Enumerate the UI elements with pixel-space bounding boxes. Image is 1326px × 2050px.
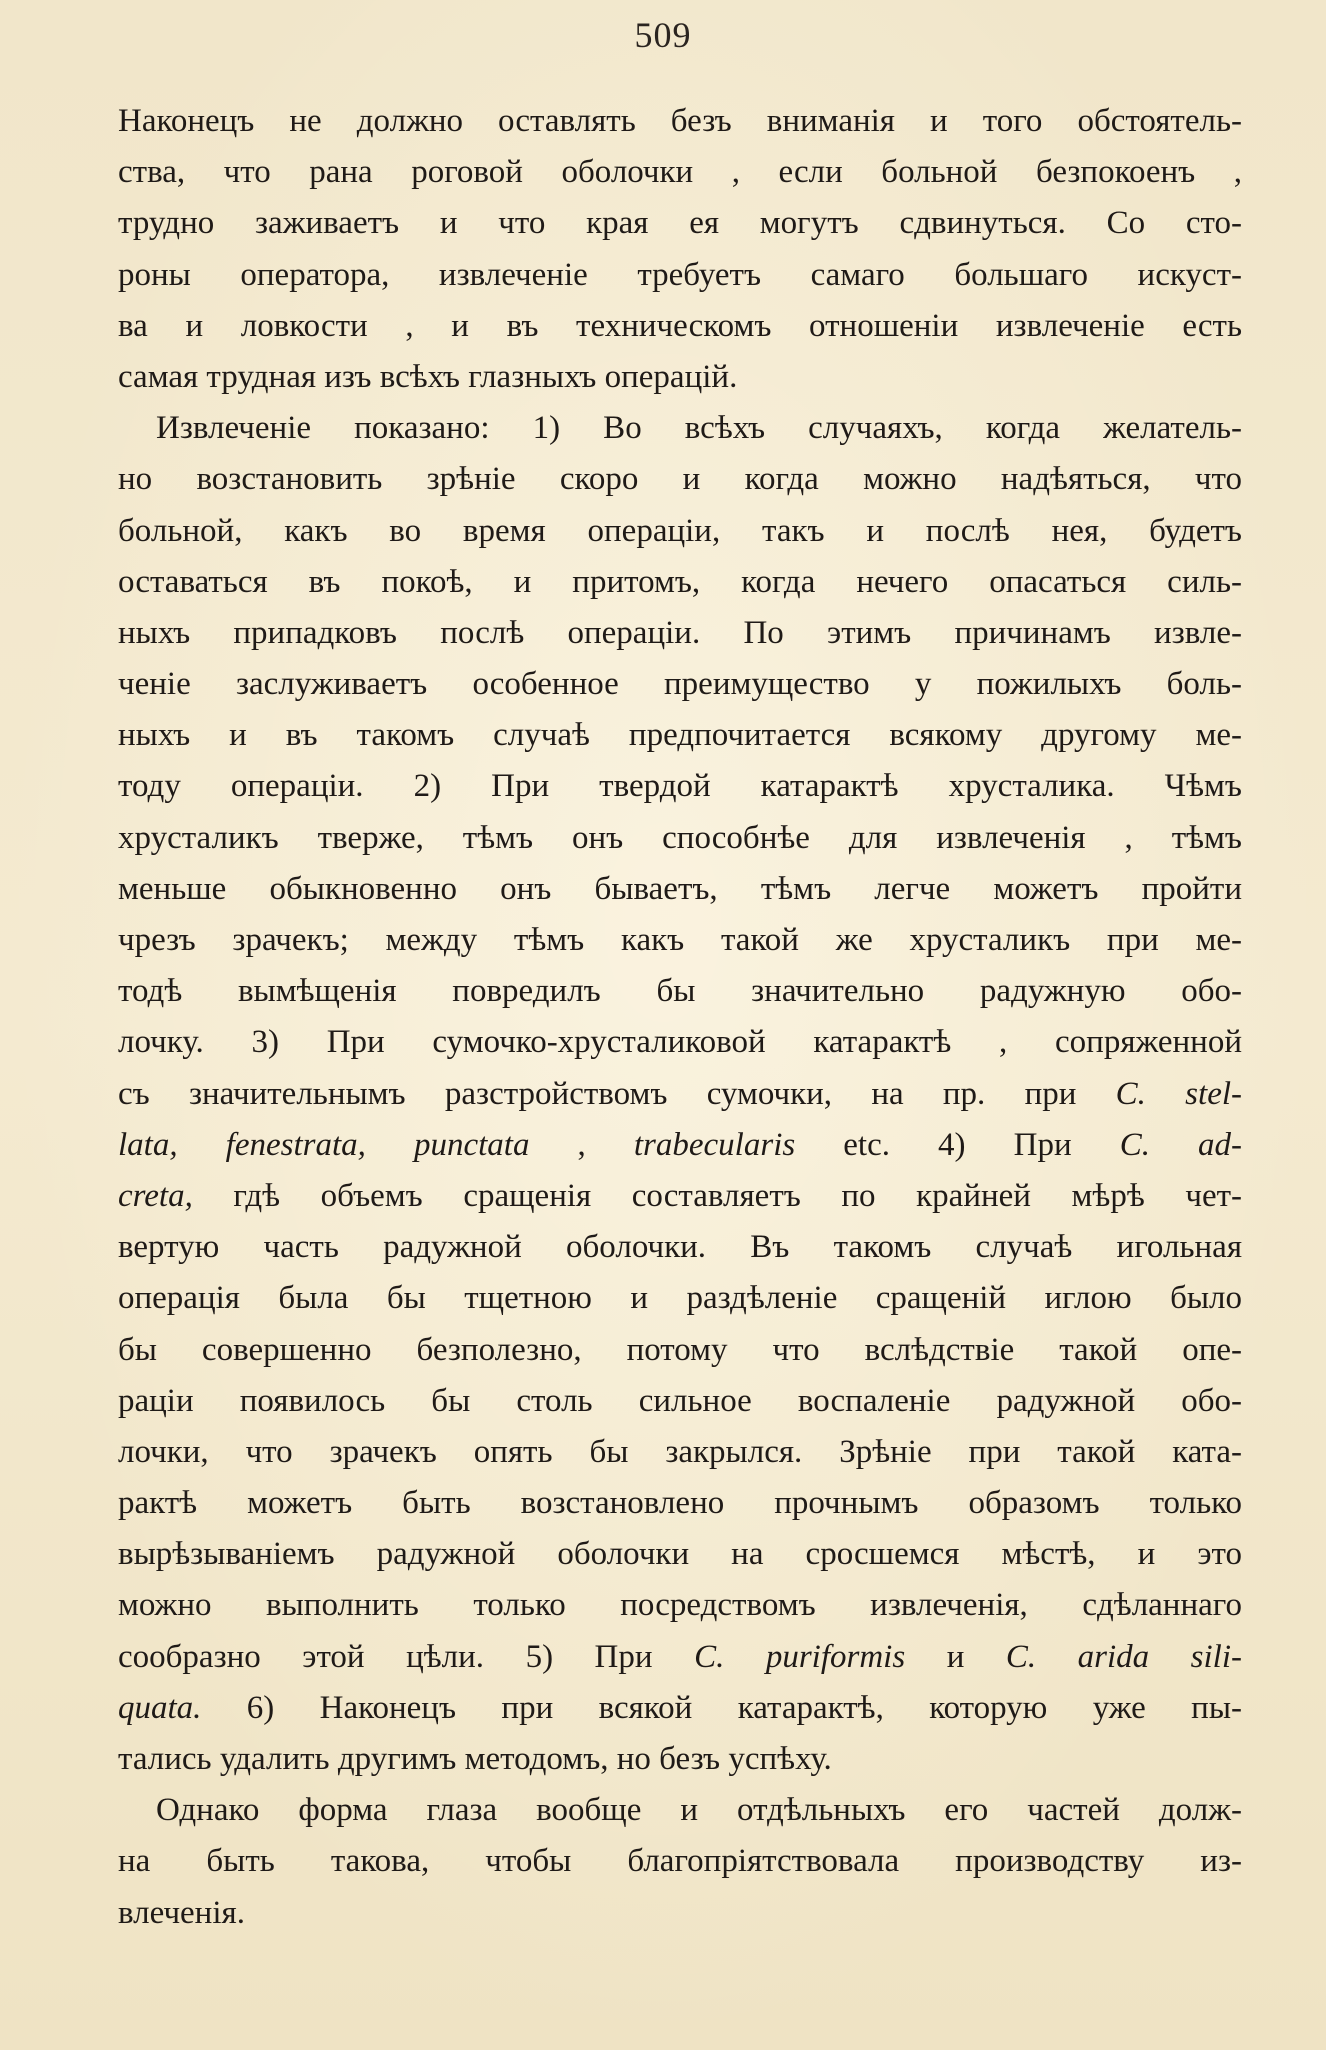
text-line: самая трудная изъ всѣхъ глазныхъ операцій.: [118, 358, 738, 395]
text-line: трудно заживаетъ и что края ея могутъ сдвинуться. Со сто-: [118, 205, 1242, 242]
text-line: операція была бы тщетною и раздѣленіе сращеній иглою было: [118, 1280, 1242, 1317]
text-line: рактѣ можетъ быть возстановлено прочнымъ образомъ только: [118, 1485, 1242, 1522]
body-text: [118, 96, 1242, 1939]
text-line: оставаться въ покоѣ, и притомъ, когда нечего опасаться силь-: [118, 563, 1242, 600]
text-line: чрезъ зрачекъ; между тѣмъ какъ такой же хрусталикъ при ме-: [118, 922, 1242, 958]
text-line: Извлеченіе показано: 1) Во всѣхъ случаяхъ, когда желатель-: [156, 410, 1242, 447]
text-line: creta, гдѣ объемъ сращенія составляетъ по крайней мѣрѣ чет-: [118, 1177, 1242, 1214]
text-line: на быть такова, чтобы благопріятствовала производству из-: [118, 1843, 1242, 1880]
text-line: lata, fenestrata, punctata , trabecularis etc. 4) При C. ad-: [118, 1126, 1242, 1163]
paragraph: [118, 96, 1242, 403]
text-line: тодѣ вымѣщенія повредилъ бы значительно радужную обо-: [118, 973, 1242, 1010]
text-line: лочку. 3) При сумочко-хрусталиковой катарактѣ , сопряженной: [118, 1024, 1242, 1061]
paragraph: [118, 1785, 1242, 1939]
text-line: меньше обыкновенно онъ бываетъ, тѣмъ легче можетъ пройти: [118, 870, 1242, 907]
text-line: ченіе заслуживаетъ особенное преимущество у пожилыхъ боль-: [118, 666, 1242, 703]
text-line: можно выполнить только посредствомъ извлеченія, сдѣланнаго: [118, 1587, 1242, 1624]
text-line: больной, какъ во время операціи, такъ и послѣ нея, будетъ: [118, 512, 1242, 549]
text-line: съ значительнымъ разстройствомъ сумочки, на пр. при C. stel-: [118, 1075, 1242, 1112]
text-line: но возстановить зрѣніе скоро и когда можно надѣяться, что: [118, 461, 1242, 498]
text-line: сообразно этой цѣли. 5) При C. puriformis и C. arida sili-: [118, 1638, 1242, 1675]
text-line: Наконецъ не должно оставлять безъ вниманія и того обстоятель-: [118, 103, 1242, 139]
text-line: бы совершенно безполезно, потому что вслѣдствіе такой опе-: [118, 1331, 1242, 1368]
text-line: роны оператора, извлеченіе требуетъ самаго большаго искуст-: [118, 256, 1242, 293]
page-number: 509: [634, 15, 692, 55]
text-line: Однако форма глаза вообще и отдѣльныхъ его частей долж-: [156, 1792, 1242, 1829]
text-line: раціи появилось бы столь сильное воспаленіе радужной обо-: [118, 1382, 1242, 1419]
text-line: вертую часть радужной оболочки. Въ такомъ случаѣ игольная: [118, 1229, 1242, 1266]
text-line: quata. 6) Наконецъ при всякой катарактѣ, которую уже пы-: [118, 1689, 1242, 1726]
text-line: ства, что рана роговой оболочки , если больной безпокоенъ ,: [118, 154, 1242, 191]
text-line: лочки, что зрачекъ опять бы закрылся. Зрѣніе при такой ката-: [118, 1433, 1242, 1470]
text-line: вырѣзываніемъ радужной оболочки на сросшемся мѣстѣ, и это: [118, 1536, 1242, 1573]
text-line: ныхъ припадковъ послѣ операціи. По этимъ причинамъ извле-: [118, 614, 1242, 651]
text-line: хрусталикъ тверже, тѣмъ онъ способнѣе для извлеченія , тѣмъ: [118, 819, 1242, 856]
text-line: тались удалить другимъ методомъ, но безъ успѣху.: [118, 1741, 832, 1777]
text-line: ва и ловкости , и въ техническомъ отношеніи извлеченіе есть: [118, 307, 1242, 344]
paragraph: [118, 403, 1242, 1785]
text-line: влеченія.: [118, 1894, 245, 1931]
text-line: тоду операціи. 2) При твердой катарактѣ хрусталика. Чѣмъ: [118, 768, 1242, 805]
text-line: ныхъ и въ такомъ случаѣ предпочитается всякому другому ме-: [118, 717, 1242, 754]
